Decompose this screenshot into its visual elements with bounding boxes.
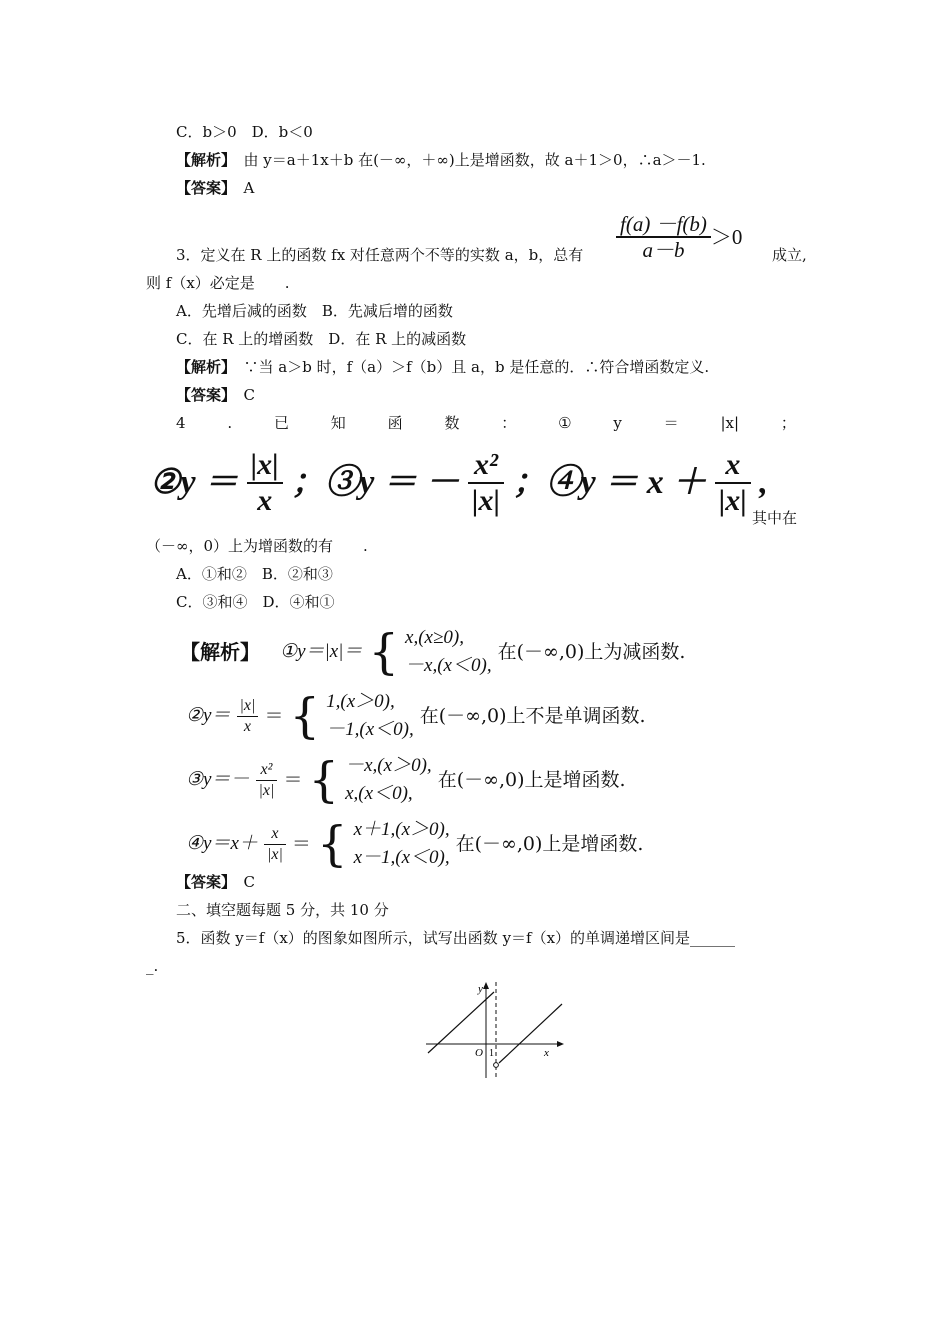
solution-prefix: ②y＝ (186, 705, 231, 726)
solution-cases (345, 752, 432, 808)
q4-f2-denominator: x (257, 484, 273, 517)
q3-fraction (616, 212, 711, 262)
solution-prefix: ③y＝－ (186, 769, 250, 790)
case-2: －1,(x＜0), (326, 719, 414, 740)
q4-f4-numerator: x (715, 448, 751, 484)
case-1: x＋1,(x＞0), (353, 819, 450, 840)
q5-function-graph (420, 978, 570, 1083)
fraction-numerator: x (264, 824, 286, 845)
q4-f3-label: ；③y ＝ － (291, 464, 460, 501)
q3-relation: ＞0 (710, 225, 743, 249)
q4-stem-char: y (613, 414, 622, 432)
q3-fraction-numerator: f(a) －f(b) (616, 212, 711, 238)
case-2: x－1,(x＜0), (353, 847, 450, 868)
solution-lhs-fraction (256, 760, 278, 801)
q4-solution-3: ③y＝－ $\frac{\text{x²}}{|x|}$ ＝ { －x,(x＞0), x,(x＜0), 在(－∞,0)上是增函数. (186, 752, 626, 808)
brace-icon: { (289, 688, 321, 744)
solution-lhs-fraction (264, 824, 286, 865)
case-1: x,(x≥0), (405, 627, 464, 648)
q4-stem-char: 已 (273, 414, 289, 432)
q4-stem-char: |x| (720, 414, 740, 432)
q4-stem-char: ＝ (663, 414, 679, 432)
case-2: －x,(x＜0), (405, 655, 492, 676)
q4-f3-denominator: |x| (471, 484, 501, 517)
q4-stem-char: ； (780, 414, 796, 432)
case-2: x,(x＜0), (345, 783, 413, 804)
analysis-tag: 【解析】 (180, 640, 260, 664)
q4-stem-line1 (176, 413, 796, 433)
tick-label-one: 1 (489, 1048, 494, 1059)
q2-answer (176, 178, 254, 198)
analysis-tag: 【解析】 (176, 358, 229, 376)
q5-stem: 5．函数 y＝f（x）的图象如图所示，试写出函数 y＝f（x）的单调递增区间是______ (176, 929, 736, 947)
fraction-denominator: |x| (266, 845, 283, 863)
q3-analysis (176, 357, 709, 377)
q4-stem-char: ： (501, 414, 517, 432)
q4-stem-char: 函 (387, 414, 403, 432)
q4-f3-fraction (468, 448, 504, 518)
analysis-text: ∵当 a＞b 时，f（a）＞f（b）且 a，b 是任意的．∴符合增函数定义. (228, 358, 710, 376)
q4-f3-numerator: x² (468, 448, 504, 484)
q4-options-ab: A．①和② B．②和③ (176, 565, 333, 583)
y-axis-label: y (478, 983, 483, 995)
q4-formula-line (150, 448, 768, 518)
answer-text: C (228, 873, 255, 891)
solution-lhs-fraction (237, 696, 259, 737)
solution-conclusion: 在(－∞,0)上是增函数. (455, 833, 644, 855)
solution-cases (405, 624, 492, 680)
q4-solution-2: ②y＝ $\frac{|x|}{x}$ ＝ { 1,(x＞0), －1,(x＜0), 在(－∞,0)上不是单调函数. (186, 688, 646, 744)
q3-stem-tail: 成立, (772, 246, 807, 264)
q4-stem-char: 数 (444, 414, 460, 432)
case-1: －x,(x＞0), (345, 755, 432, 776)
q2-options-cd: C．b＞0 D．b＜0 (176, 123, 313, 141)
solution-cases (354, 816, 450, 872)
analysis-text: 由 y＝a＋1x＋b 在(－∞，＋∞)上是增函数，故 a＋1＞0，∴a＞－1. (228, 151, 706, 169)
x-axis-label: x (544, 1047, 549, 1059)
q3-answer (176, 385, 255, 405)
origin-label: O (475, 1047, 483, 1059)
fraction-denominator: |x| (258, 781, 275, 799)
q4-f4-fraction (715, 448, 751, 518)
solution-prefix: ④y＝x＋ (186, 833, 258, 854)
q2-analysis (176, 150, 706, 170)
brace-icon: { (308, 752, 340, 808)
right-branch (499, 1004, 562, 1063)
q4-solution-4: ④y＝x＋ $\frac{x}{|x|}$ ＝ { x＋1,(x＞0), x－1,(x＜0), 在(－∞,0)上是增函数. (186, 816, 644, 872)
q3-stem-line2: 则 f（x）必定是 . (146, 274, 290, 292)
solution-cases (326, 688, 414, 744)
q4-stem-char: . (227, 414, 233, 432)
q4-solution-1 (180, 624, 685, 680)
answer-text: A (228, 179, 255, 197)
q4-stem-char: ① (558, 414, 572, 432)
brace-icon: { (316, 816, 348, 872)
answer-text: C (228, 386, 255, 404)
answer-tag: 【答案】 (176, 873, 229, 891)
fraction-numerator: x² (256, 760, 278, 781)
q4-f2-label: ②y ＝ (150, 464, 239, 501)
solution-lhs: ①y＝|x|＝ (280, 641, 363, 662)
brace-icon: { (368, 624, 399, 680)
q3-fraction-denominator: a－b (642, 238, 685, 262)
q4-answer (176, 872, 255, 892)
analysis-tag: 【解析】 (176, 151, 229, 169)
q3-stem-line1: 3．定义在 R 上的函数 fx 对任意两个不等的实数 a，b，总有 (176, 246, 584, 264)
solution-conclusion: 在(－∞,0)上为减函数. (497, 641, 686, 663)
q4-f4-label: ；④y ＝ x ＋ (512, 464, 707, 501)
solution-conclusion: 在(－∞,0)上不是单调函数. (419, 705, 646, 727)
y-axis-arrow-icon (483, 982, 489, 989)
q3-options-cd: C．在 R 上的增函数 D．在 R 上的减函数 (176, 330, 467, 348)
solution-conclusion: 在(－∞,0)上是增函数. (437, 769, 626, 791)
x-axis-arrow-icon (557, 1041, 564, 1047)
q4-stem-char: 知 (330, 414, 346, 432)
q4-f4-denominator: |x| (718, 484, 747, 517)
q4-options-cd: C．③和④ D．④和① (176, 593, 335, 611)
q4-stem-char: 4 (176, 414, 186, 432)
q3-options-ab: A．先增后减的函数 B．先减后增的函数 (176, 302, 453, 320)
q4-f4-end: , (759, 464, 768, 501)
q4-f2-fraction (247, 448, 283, 518)
case-1: 1,(x＞0), (326, 691, 395, 712)
q4-stem-tail: 其中在 (752, 509, 798, 527)
q4-stem-line3: （－∞，0）上为增函数的有 . (146, 537, 368, 555)
open-point-icon (494, 1063, 499, 1068)
answer-tag: 【答案】 (176, 386, 229, 404)
fraction-numerator: |x| (237, 696, 259, 717)
section-heading: 二、填空题每题 5 分，共 10 分 (176, 901, 389, 919)
q4-f2-numerator: |x| (247, 448, 283, 484)
answer-tag: 【答案】 (176, 179, 229, 197)
q3-inequality (616, 212, 742, 262)
fraction-denominator: x (243, 717, 252, 735)
q5-stem-line2: _. (146, 957, 159, 975)
